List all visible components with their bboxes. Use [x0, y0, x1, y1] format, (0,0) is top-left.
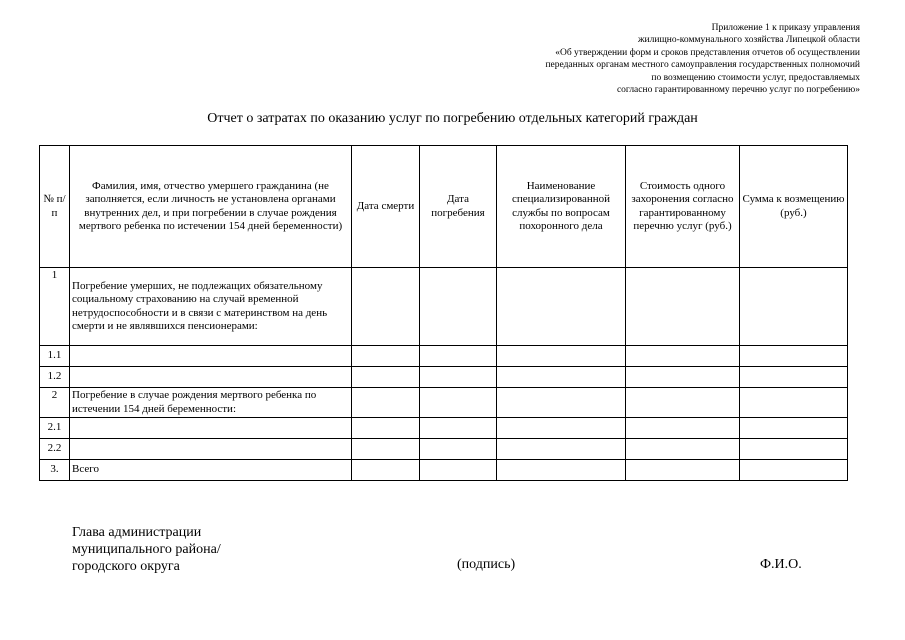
table-header-row: [40, 146, 848, 268]
signatory-position-line: городского округа: [72, 559, 180, 574]
table-row: [40, 346, 848, 367]
row-number: 2.1: [40, 418, 70, 439]
report-title: Отчет о затратах по оказанию услуг по погребению отдельных категорий граждан: [207, 111, 698, 126]
cell-reimbursement-sum[interactable]: [740, 388, 848, 418]
cell-service-name[interactable]: [497, 367, 626, 388]
cell-burial-cost[interactable]: [626, 268, 740, 346]
header-full-name: Фамилия, имя, отчество умершего гражданина (не заполняется, если личность не установлена органами внутренних дел, и при погребении в случае рождения мертвого ребенка по истечении 154 дней беременности): [70, 146, 352, 268]
header-burial-date: Дата погребения: [420, 146, 497, 268]
table-row-total: [40, 460, 848, 481]
cell-burial-date[interactable]: [420, 460, 497, 481]
header-reimbursement-sum: Сумма к возмещению (руб.): [740, 146, 848, 268]
cell-burial-date[interactable]: [420, 439, 497, 460]
row-number: 1: [40, 268, 70, 346]
cell-full-name[interactable]: [70, 346, 352, 367]
appendix-line: согласно гарантированному перечню услуг по погребению»: [616, 85, 860, 96]
row-number: 1.1: [40, 346, 70, 367]
cell-death-date[interactable]: [352, 346, 420, 367]
cell-service-name[interactable]: [497, 460, 626, 481]
cell-reimbursement-sum[interactable]: [740, 346, 848, 367]
cell-full-name[interactable]: [70, 439, 352, 460]
header-service-name: Наименование специализированной службы по вопросам похоронного дела: [497, 146, 626, 268]
appendix-line: переданных органам местного самоуправления государственных полномочий: [545, 60, 860, 71]
cell-burial-date[interactable]: [420, 346, 497, 367]
table-row: [40, 418, 848, 439]
cell-service-name[interactable]: [497, 439, 626, 460]
cell-reimbursement-sum[interactable]: [740, 439, 848, 460]
signatory-position-line: Глава администрации: [72, 525, 202, 540]
signatory-position-line: муниципального района/: [72, 542, 221, 557]
cell-reimbursement-sum[interactable]: [740, 367, 848, 388]
full-name-label: Ф.И.О.: [760, 557, 802, 572]
appendix-line: «Об утверждении форм и сроков представления отчетов об осуществлении: [555, 47, 860, 58]
cell-burial-cost[interactable]: [626, 418, 740, 439]
cell-burial-cost[interactable]: [626, 346, 740, 367]
table-row: [40, 388, 848, 418]
cell-death-date[interactable]: [352, 460, 420, 481]
cell-reimbursement-sum[interactable]: [740, 268, 848, 346]
signature-label: (подпись): [457, 557, 516, 572]
row-text: Погребение в случае рождения мертвого ребенка по истечении 154 дней беременности:: [70, 388, 352, 418]
appendix-line: по возмещению стоимости услуг, предоставляемых: [651, 72, 860, 83]
cell-burial-date[interactable]: [420, 418, 497, 439]
table-row: [40, 439, 848, 460]
cell-burial-date[interactable]: [420, 388, 497, 418]
cell-death-date[interactable]: [352, 418, 420, 439]
cell-service-name[interactable]: [497, 268, 626, 346]
cell-burial-cost[interactable]: [626, 460, 740, 481]
row-number: 1.2: [40, 367, 70, 388]
cell-service-name[interactable]: [497, 346, 626, 367]
table-row: [40, 268, 848, 346]
appendix-header: [460, 22, 860, 96]
report-table: [39, 145, 848, 481]
appendix-line: Приложение 1 к приказу управления: [711, 23, 860, 33]
row-text: Всего: [70, 460, 352, 481]
header-number: № п/п: [40, 146, 70, 268]
cell-burial-date[interactable]: [420, 268, 497, 346]
cell-full-name[interactable]: [70, 418, 352, 439]
row-number: 2.2: [40, 439, 70, 460]
cell-full-name[interactable]: [70, 367, 352, 388]
cell-service-name[interactable]: [497, 388, 626, 418]
row-number: 3.: [40, 460, 70, 481]
table-row: [40, 367, 848, 388]
header-burial-cost: Стоимость одного захоронения согласно гарантированному перечню услуг (руб.): [626, 146, 740, 268]
cell-burial-date[interactable]: [420, 367, 497, 388]
cell-reimbursement-sum[interactable]: [740, 418, 848, 439]
cell-death-date[interactable]: [352, 367, 420, 388]
cell-death-date[interactable]: [352, 268, 420, 346]
cell-reimbursement-sum[interactable]: [740, 460, 848, 481]
signatory-position: [72, 524, 221, 575]
appendix-line: жилищно-коммунального хозяйства Липецкой области: [637, 35, 860, 46]
header-death-date: Дата смерти: [352, 146, 420, 268]
cell-burial-cost[interactable]: [626, 367, 740, 388]
cell-burial-cost[interactable]: [626, 388, 740, 418]
cell-death-date[interactable]: [352, 388, 420, 418]
row-number: 2: [40, 388, 70, 418]
cell-death-date[interactable]: [352, 439, 420, 460]
row-text: Погребение умерших, не подлежащих обязательному социальному страхованию на случай временной нетрудоспособности и в связи с материнством на день смерти и не являвшихся пенсионерами:: [70, 268, 352, 346]
cell-service-name[interactable]: [497, 418, 626, 439]
cell-burial-cost[interactable]: [626, 439, 740, 460]
